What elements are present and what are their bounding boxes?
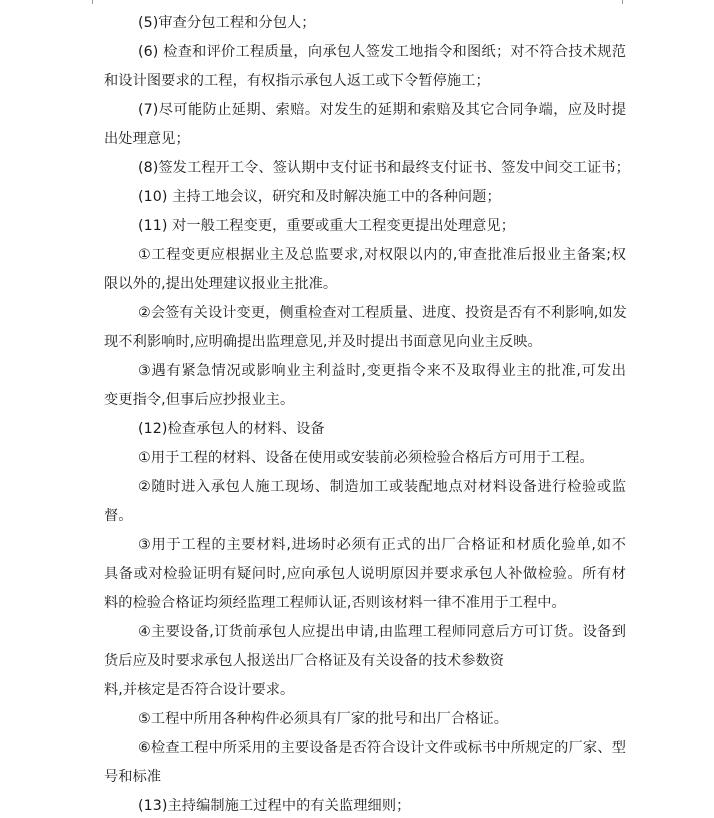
- paragraph-line: (10) 主持工地会议，研究和及时解决施工中的各种问题；: [138, 189, 501, 205]
- paragraph-line: 号和标准: [104, 769, 162, 785]
- paragraph-line: ①用于工程的材料、设备在使用或安装前必须检验合格后方可用于工程。: [138, 450, 594, 466]
- paragraph-line: (8)签发工程开工令、签认期中支付证书和最终支付证书、签发中间交工证书；: [138, 160, 630, 176]
- paragraph-line: ①工程变更应根据业主及总监要求,对权限以内的,审查批准后报业主备案;权: [138, 247, 626, 263]
- paragraph-line: (12)检查承包人的材料、设备: [138, 421, 325, 437]
- paragraph-line: 限以外的,提出处理建议报业主批准。: [104, 276, 338, 292]
- paragraph-line: 和设计图要求的工程，有权指示承包人返工或下令暂停施工；: [104, 73, 490, 89]
- paragraph-line: ②随时进入承包人施工现场、制造加工或装配地点对材料设备进行检验或监: [138, 479, 626, 495]
- paragraph-line: 具备或对检验证明有疑问时,应向承包人说明原因并要求承包人补做检验。所有材: [104, 566, 626, 582]
- paragraph-line: (11) 对一般工程变更，重要或重大工程变更提出处理意见；: [138, 218, 516, 234]
- right-margin-corner-mark: [622, 0, 649, 4]
- paragraph-line: ③遇有紧急情况或影响业主利益时,变更指令来不及取得业主的批准,可发出: [138, 363, 626, 379]
- paragraph-line: 料的检验合格证均须经监理工程师认证,否则该材料一律不准用于工程中。: [104, 595, 566, 611]
- paragraph-line: 现不利影响时,应明确提出监理意见,并及时提出书面意见向业主反映。: [104, 334, 542, 350]
- paragraph-line: ②会签有关设计变更，侧重检查对工程质量、进度、投资是否有不利影响,如发: [138, 305, 627, 321]
- paragraph-line: (7)尽可能防止延期、索赔。对发生的延期和索赔及其它合同争端，应及时提: [138, 102, 626, 118]
- paragraph-line: (5)审查分包工程和分包人；: [138, 15, 316, 31]
- paragraph-line: ⑤工程中所用各种构件必须具有厂家的批号和出厂合格证。: [138, 711, 509, 727]
- paragraph-line: 出处理意见；: [104, 131, 190, 147]
- paragraph-line: ④主要设备,订货前承包人应提出申请,由监理工程师同意后方可订货。设备到: [138, 624, 626, 640]
- paragraph-line: 料,并核定是否符合设计要求。: [104, 682, 295, 698]
- paragraph-line: 变更指令,但事后应抄报业主。: [104, 392, 295, 408]
- paragraph-line: 货后应及时要求承包人报送出厂合格证及有关设备的技术参数资: [104, 653, 505, 669]
- paragraph-line: (13)主持编制施工过程中的有关监理细则；: [138, 798, 411, 814]
- paragraph-line: ③用于工程的主要材料,进场时必须有正式的出厂合格证和材质化验单,如不: [138, 537, 626, 553]
- paragraph-line: (6) 检查和评价工程质量，向承包人签发工地指令和图纸；对不符合技术规范: [138, 44, 626, 60]
- paragraph-line: ⑥检查工程中所采用的主要设备是否符合设计文件或标书中所规定的厂家、型: [138, 740, 626, 756]
- left-margin-corner-mark: [66, 0, 93, 4]
- paragraph-line: 督。: [104, 508, 133, 524]
